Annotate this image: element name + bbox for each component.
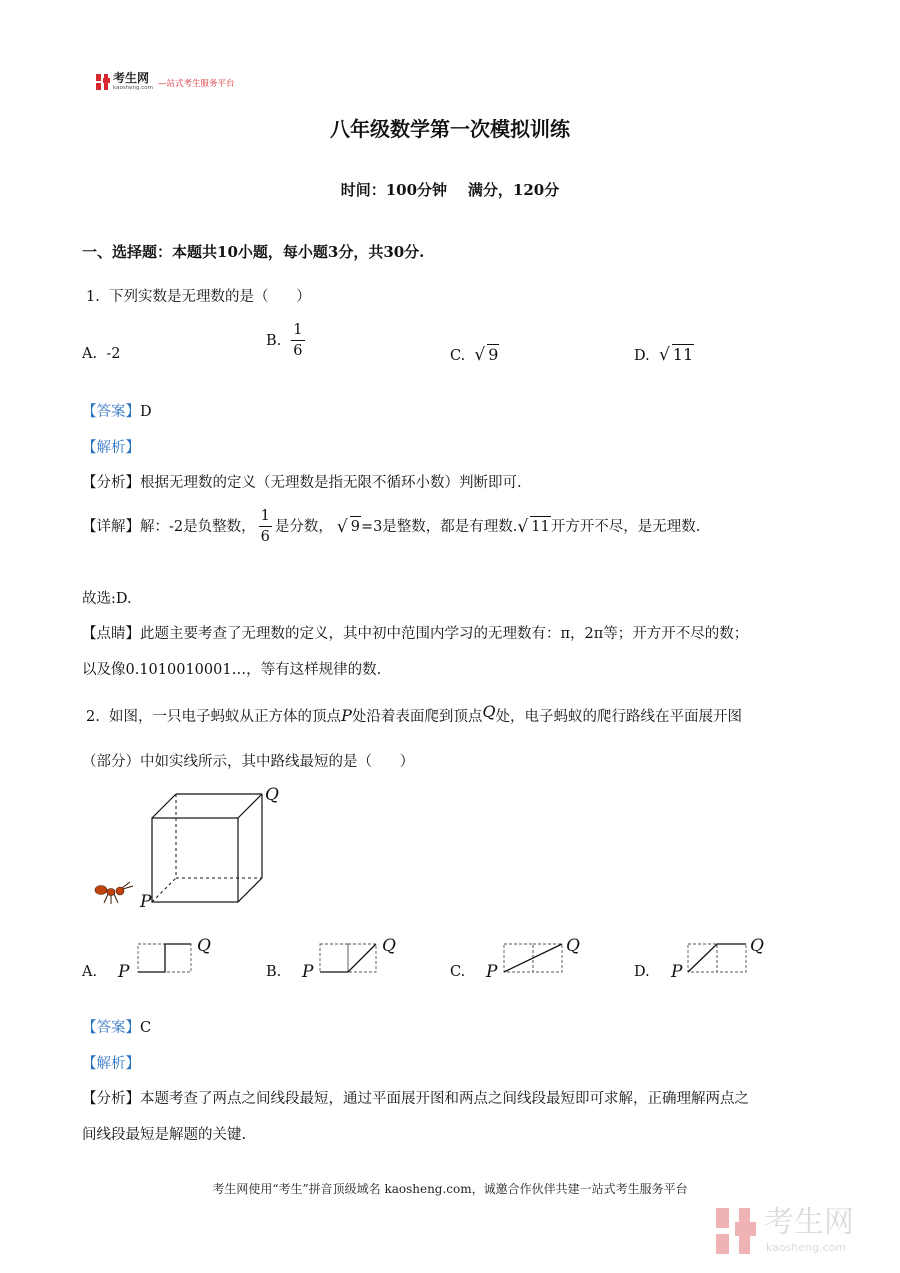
q2-option-d-net[interactable] bbox=[684, 940, 750, 976]
logo-mark-icon bbox=[96, 74, 110, 90]
q2-stem-q: Q bbox=[482, 702, 496, 721]
q1-option-c-radicand: 9 bbox=[488, 345, 499, 364]
q1-detail-numerator: 1 bbox=[259, 506, 272, 527]
ant-icon bbox=[95, 882, 133, 904]
q1-stem: 1. 下列实数是无理数的是（ ） bbox=[86, 289, 311, 305]
q2-option-d-label: D. bbox=[634, 964, 650, 980]
cube-label-p: P bbox=[140, 892, 152, 912]
cube-edge bbox=[238, 878, 262, 902]
q2-stem-part3: 处，电子蚂蚁的爬行路线在平面展开图 bbox=[495, 709, 742, 725]
cube-edge bbox=[152, 794, 176, 818]
q1-option-b-label: B. bbox=[266, 332, 282, 349]
q1-detail-part3: =3是整数，都是有理数. bbox=[360, 518, 518, 535]
q1-dianjing-tag: 【点睛】 bbox=[82, 626, 140, 642]
watermark-domain: kaosheng.com bbox=[766, 1241, 847, 1254]
q2-fenxi-tag: 【分析】 bbox=[82, 1091, 140, 1107]
q1-answer-value: D bbox=[140, 404, 152, 420]
q2-answer-tag: 【答案】 bbox=[82, 1020, 140, 1036]
q1-fenxi-text: 根据无理数的定义（无理数是指无限不循环小数）判断即可. bbox=[140, 475, 522, 491]
q1-option-d-radicand: 11 bbox=[672, 345, 694, 364]
q1-option-b-numerator: 1 bbox=[291, 320, 304, 341]
q2-option-c-net[interactable] bbox=[500, 940, 566, 976]
q1-analysis-tag: 【解析】 bbox=[82, 440, 140, 456]
sqrt-icon: √ bbox=[517, 516, 529, 537]
q1-detail-sqrt11: 11 bbox=[530, 516, 550, 537]
q2-fenxi-line2: 间线段最短是解题的关键. bbox=[82, 1127, 247, 1143]
q2-option-a-q: Q bbox=[197, 936, 211, 956]
page-title: 八年级数学第一次模拟训练 bbox=[330, 117, 570, 141]
q1-detail-part2: 是分数， bbox=[274, 518, 333, 535]
q1-dianjing-line1 bbox=[82, 624, 748, 644]
page-subtitle: 时间：100分钟 满分，120分 bbox=[340, 181, 560, 199]
footer-watermark bbox=[716, 1204, 886, 1260]
sqrt-icon: √ bbox=[336, 516, 348, 537]
q2-option-a-p: P bbox=[118, 962, 130, 982]
q2-analysis-tag: 【解析】 bbox=[82, 1056, 140, 1072]
q2-option-a-net[interactable] bbox=[134, 940, 196, 976]
q1-option-b-denominator: 6 bbox=[293, 343, 303, 359]
header-logo bbox=[96, 72, 266, 94]
q1-option-c bbox=[450, 344, 499, 366]
cube-label-q: Q bbox=[265, 785, 279, 805]
q2-stem-line2: （部分）中如实线所示，其中路线最短的是（ ） bbox=[82, 754, 415, 770]
q2-option-d-q: Q bbox=[750, 936, 764, 956]
q1-option-c-label: C. bbox=[450, 348, 466, 364]
watermark-mark-icon bbox=[716, 1208, 756, 1254]
q1-detail-part1: 解：-2是负整数， bbox=[140, 518, 256, 535]
cube-hidden-edge bbox=[152, 878, 176, 902]
sqrt-icon: √ bbox=[474, 345, 486, 365]
q1-detail-part4: 开方开不尽，是无理数. bbox=[550, 518, 701, 535]
q1-option-d bbox=[634, 344, 694, 366]
section-heading: 一、选择题：本题共10小题，每小题3分，共30分. bbox=[82, 243, 425, 261]
logo-domain: kaosheng.com bbox=[113, 85, 154, 91]
q2-answer bbox=[82, 1018, 151, 1038]
q1-conclusion: 故选:D. bbox=[82, 591, 132, 607]
q2-option-b-net[interactable] bbox=[316, 940, 380, 976]
q2-option-d-p: P bbox=[671, 962, 683, 982]
q1-option-a-label: A. bbox=[82, 346, 98, 362]
q1-detail-tag: 【详解】 bbox=[82, 518, 140, 535]
sqrt-icon: √ bbox=[658, 345, 670, 365]
watermark-name: 考生网 bbox=[764, 1205, 854, 1240]
q2-option-c-label: C. bbox=[450, 964, 466, 980]
q2-stem-p: P bbox=[341, 706, 352, 725]
q1-option-b-fraction bbox=[291, 320, 304, 361]
q2-option-c-p: P bbox=[486, 962, 498, 982]
q1-detail bbox=[82, 506, 700, 547]
q1-fenxi bbox=[82, 473, 522, 493]
q1-answer bbox=[82, 402, 152, 422]
q2-stem-part2: 处沿着表面爬到顶点 bbox=[351, 709, 483, 725]
cube-figure bbox=[90, 782, 290, 914]
q2-stem-part1: 2. 如图，一只电子蚂蚁从正方体的顶点 bbox=[86, 709, 342, 725]
q2-option-c-q: Q bbox=[566, 936, 580, 956]
q1-option-a bbox=[82, 344, 120, 364]
route-line bbox=[138, 944, 191, 972]
q2-answer-value: C bbox=[140, 1020, 152, 1036]
q1-detail-fraction bbox=[259, 506, 272, 547]
q2-fenxi-text1: 本题考查了两点之间线段最短，通过平面展开图和两点之间线段最短即可求解，正确理解两点之 bbox=[140, 1091, 749, 1107]
logo-name: 考生网 bbox=[113, 71, 150, 85]
q1-option-a-value: -2 bbox=[106, 346, 121, 362]
q2-option-b-q: Q bbox=[382, 936, 396, 956]
q2-option-b-p: P bbox=[302, 962, 314, 982]
q1-option-d-label: D. bbox=[634, 348, 650, 364]
q1-detail-sqrt9: 9 bbox=[350, 516, 361, 537]
q1-answer-tag: 【答案】 bbox=[82, 404, 140, 420]
q1-dianjing-text1: 此题主要考查了无理数的定义，其中初中范围内学习的无理数有：π，2π等；开方开不尽的数； bbox=[140, 626, 749, 642]
q1-dianjing-line2: 以及像0.1010010001…，等有这样规律的数. bbox=[82, 662, 382, 678]
footer-text: 考生网使用“考生”拼音顶级域名 kaosheng.com，诚邀合作伙伴共建一站式考生服务平台 bbox=[212, 1182, 688, 1196]
q2-option-b-label: B. bbox=[266, 964, 282, 980]
q2-stem-line1 bbox=[86, 702, 742, 727]
q1-detail-denominator: 6 bbox=[260, 529, 270, 545]
q1-option-b bbox=[266, 320, 305, 361]
logo-slogan: —站式考生服务平台 bbox=[158, 79, 235, 89]
q2-fenxi-line1 bbox=[82, 1089, 749, 1109]
q2-option-a-label: A. bbox=[82, 964, 98, 980]
q1-fenxi-tag: 【分析】 bbox=[82, 475, 140, 491]
cube-edge bbox=[238, 794, 262, 818]
